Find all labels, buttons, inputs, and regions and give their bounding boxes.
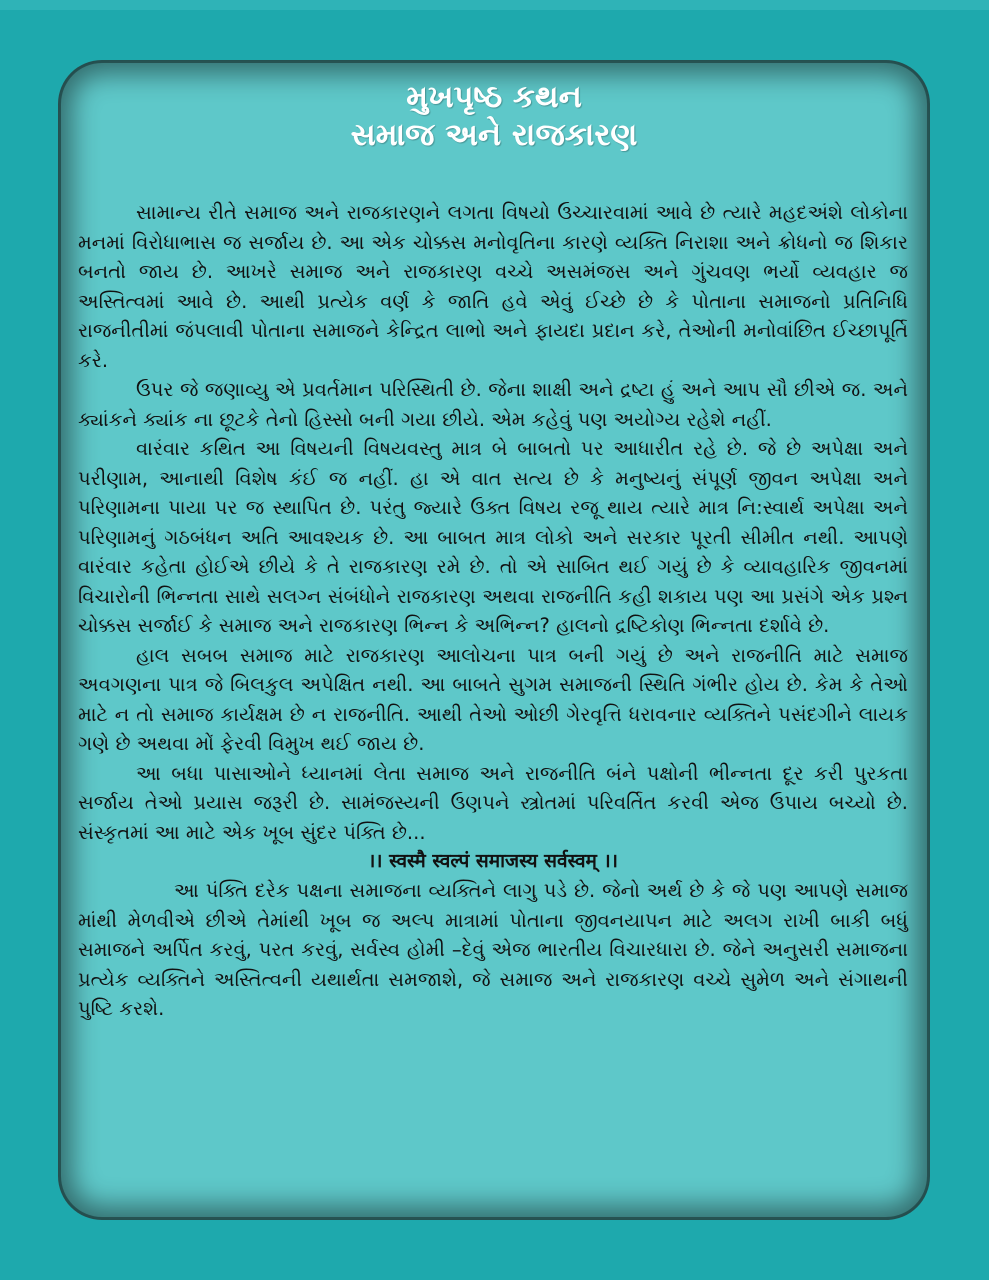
article-body: [78, 198, 908, 1024]
page-subtitle: સમાજ અને રાજકારણ: [350, 117, 638, 153]
content-panel: [58, 60, 930, 1220]
sanskrit-shloka: ।। स्वस्मै स्वल्पं समाजस्य सर्वस्वम् ।।: [368, 850, 618, 872]
paragraph-4: હાલ સબબ સમાજ માટે રાજકારણ આલોચના પાત્ર બની ગયું છે અને રાજનીતિ માટે સમાજ અવગણના પાત્ર જે બિલકુલ અપેક્ષિત નથી. આ બાબતે સુગમ સમાજની સ્થિતિ ગંભીર હોય છે. કેમ કે તેઓ માટે ન તો સમાજ કાર્યક્ષમ છે ન રાજનીતિ. આથી તેઓ ઓછી ગેરવૃત્તિ ધરાવનાર વ્યક્તિને પસંદગીને લાયક ગણે છે અથવા મોં ફેરવી વિમુખ થઈ જાય છે.: [78, 643, 908, 755]
page-title: મુખપૃષ્ઠ કથન: [406, 79, 582, 115]
header: [58, 78, 930, 154]
paragraph-3: વારંવાર કથિત આ વિષયની વિષયવસ્તુ માત્ર બે બાબતો પર આધારીત રહે છે. જે છે અપેક્ષા અને પરીણામ, આનાથી વિશેષ કંઈ જ નહીં. હા એ વાત સત્ય છે કે મનુષ્યનું સંપૂર્ણ જીવન અપેક્ષા અને પરિણામના પાયા પર જ સ્થાપિત છે. પરંતુ જ્યારે ઉક્ત વિષય રજૂ થાય ત્યારે માત્ર નિ:સ્વાર્થ અપેક્ષા અને પરિણામનું ગઠબંધન અતિ આવશ્યક છે. આ બાબત માત્ર લોકો અને સરકાર પૂરતી સીમીત નથી. આપણે વારંવાર કહેતા હોઈએ છીયે કે તે રાજકારણ રમે છે. તો એ સાબિત થઈ ગયું છે કે વ્યાવહારિક જીવનમાં વિચારોની ભિન્નતા સાથે સલગ્ન સંબંધોને રાજકારણ અથવા રાજનીતિ કહી શકાય પણ આ પ્રસંગે એક પ્રશ્ન ચોક્કસ સર્જાઈ કે સમાજ અને રાજકારણ ભિન્ન કે અભિન્ન? હાલનો દ્રષ્ટિકોણ ભિન્નતા દર્શાવે છે.: [78, 437, 908, 637]
paragraph-2: ઉપર જે જણાવ્યુ એ પ્રવર્તમાન પરિસ્થિતી છે. જેના શાક્ષી અને દ્રષ્ટા હું અને આપ સૌ છીએ જ. અને ક્યાંકને ક્યાંક ના છૂટકે તેનો હિસ્સો બની ગયા છીયે. એમ કહેવું પણ અયોગ્ય રહેશે નહીં.: [78, 378, 908, 431]
paragraph-1: સામાન્ય રીતે સમાજ અને રાજકારણને લગતા વિષયો ઉચ્ચારવામાં આવે છે ત્યારે મહદઅંશે લોકોના મનમાં વિરોધાભાસ જ સર્જાય છે. આ એક ચોક્કસ મનોવૃતિના કારણે વ્યક્તિ નિરાશા અને ક્રોધનો જ શિકાર બનતો જાય છે. આખરે સમાજ અને રાજકારણ વચ્ચે અસમંજસ અને ગુંચવણ ભર્યો વ્યવહાર જ અસ્તિત્વમાં આવે છે. આથી પ્રત્યેક વર્ણ કે જાતિ હવે એવું ઈચ્છે છે કે પોતાના સમાજનો પ્રતિનિધિ રાજનીતીમાં જંપલાવી પોતાના સમાજને કેન્દ્રિત લાભો અને ફાયદા પ્રદાન કરે, તેઓની મનોવાંછિત ઈચ્છાપૂર્તિ કરે.: [78, 201, 908, 372]
page-top-band: [0, 0, 989, 10]
closing-paragraph: આ પંક્તિ દરેક પક્ષના સમાજના વ્યક્તિને લાગુ પડે છે. જેનો અર્થ છે કે જે પણ આપણે સમાજ માંથી મેળવીએ છીએ તેમાંથી ખૂબ જ અલ્પ માત્રામાં પોતાના જીવનયાપન માટે અલગ રાખી બાકી બધું સમાજને અર્પિત કરવું, પરત કરવું, સર્વસ્વ હોમી –દેવું એજ ભારતીય વિચારધારા છે. જેને અનુસરી સમાજના પ્રત્યેક વ્યક્તિને અસ્તિત્વની યથાર્થતા સમજાશે, જે સમાજ અને રાજકારણ વચ્ચે સુમેળ અને સંગાથની પુષ્ટિ કરશે.: [78, 879, 908, 1020]
paragraph-5: આ બધા પાસાઓને ધ્યાનમાં લેતા સમાજ અને રાજનીતિ બંને પક્ષોની ભીન્નતા દૂર કરી પુરકતા સર્જાય તેઓ પ્રયાસ જરૂરી છે. સામંજસ્યની ઉણપને સ્ત્રોતમાં પરિવર્તિત કરવી એજ ઉપાય બચ્યો છે. સંસ્કૃતમાં આ માટે એક ખૂબ સુંદર પંક્તિ છે...: [78, 761, 908, 844]
